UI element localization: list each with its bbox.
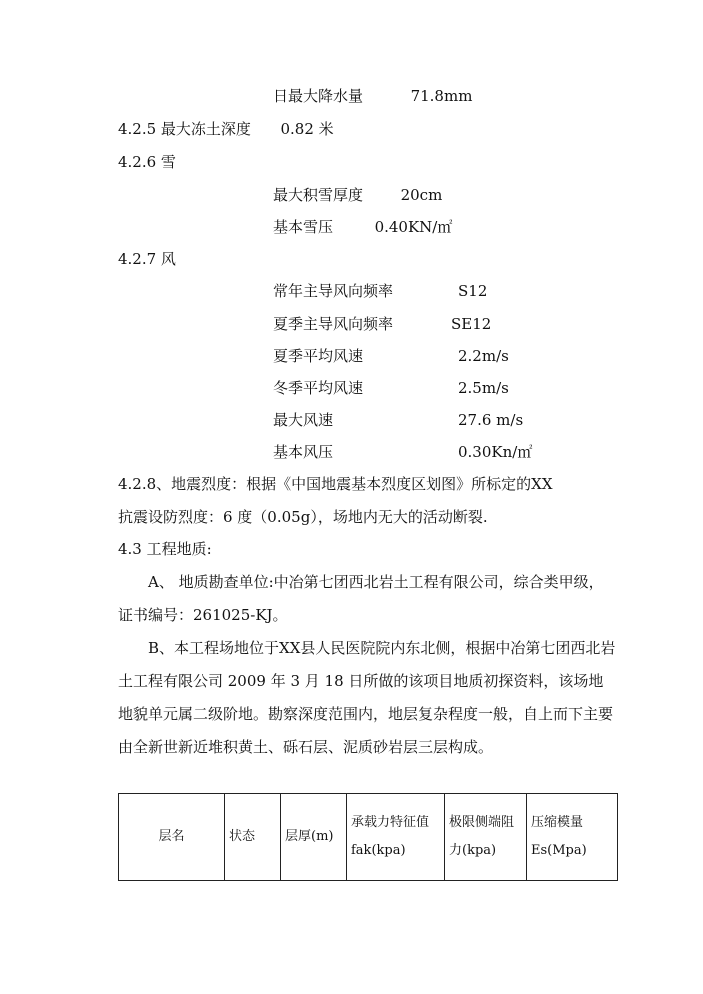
wind-row [273,281,393,301]
wind-value: 0.30Kn/㎡ [458,443,533,461]
frost-depth-row [118,119,334,139]
geology-section-b [118,632,618,764]
header-bearing-capacity: 承载力特征值 fak(kpa) [347,794,445,881]
wind-value: 27.6 m/s [458,411,524,429]
geology-para-b: B、本工程场地位于XX县人民医院院内东北侧，根据中冶第七团西北岩土工程有限公司 2009 年 3 月 18 日所做的该项目地质初探资料，该场地地貌单元属二级阶地。勘察深度范围内，地层复杂程度一般，自上而下主要由全新世新近堆积黄土、砾石层、泥质砂岩层三层构成。 [118,639,616,756]
max-daily-rain-label: 日最大降水量 [273,87,364,105]
snow-pressure-value: 0.40KN/㎡ [374,218,453,236]
header-side-resistance: 极限侧端阻力(kpa) [445,794,527,881]
snow-pressure-label: 基本雪压 [273,218,334,236]
wind-label: 冬季平均风速 [273,379,364,397]
header-thickness: 层厚(m) [281,794,347,881]
seismic-line-2: 抗震设防烈度：6 度（0.05g），场地内无大的活动断裂. [118,508,488,526]
max-daily-rain-row [273,86,472,106]
wind-label: 基本风压 [273,443,334,461]
snow-pressure-row [273,217,452,237]
wind-row [273,442,333,462]
max-daily-rain-value: 71.8mm [410,87,473,105]
wind-value: S12 [458,282,488,300]
wind-label: 最大风速 [273,411,334,429]
soil-layer-table [118,793,618,881]
frost-depth-heading: 4.2.5 最大冻土深度 [118,120,251,138]
wind-label: 常年主导风向频率 [273,282,394,300]
wind-value: 2.2m/s [458,347,509,365]
snow-depth-label: 最大积雪厚度 [273,186,364,204]
wind-row [273,378,363,398]
wind-row [273,346,363,366]
wind-value: 2.5m/s [458,379,509,397]
wind-row [273,314,393,334]
wind-value: SE12 [451,315,492,333]
wind-row [273,410,333,430]
geology-para-a: A、 地质勘查单位:中冶第七团西北岩土工程有限公司，综合类甲级，证书编号：261025-KJ。 [118,573,604,624]
snow-depth-value: 20cm [400,186,443,204]
frost-depth-value: 0.82 米 [280,120,334,138]
seismic-line-1: 4.2.8、地震烈度：根据《中国地震基本烈度区划图》所标定的XX [118,475,553,493]
header-layer-name: 层名 [119,794,225,881]
wind-heading: 4.2.7 风 [118,250,176,268]
header-compression-modulus: 压缩模量Es(Mpa) [527,794,618,881]
geology-section-a [118,566,618,632]
header-state: 状态 [225,794,281,881]
geology-heading: 4.3 工程地质: [118,540,212,558]
snow-depth-row [273,185,442,205]
table-header-row [119,794,618,881]
wind-label: 夏季平均风速 [273,347,364,365]
wind-label: 夏季主导风向频率 [273,315,394,333]
snow-heading: 4.2.6 雪 [118,153,176,171]
